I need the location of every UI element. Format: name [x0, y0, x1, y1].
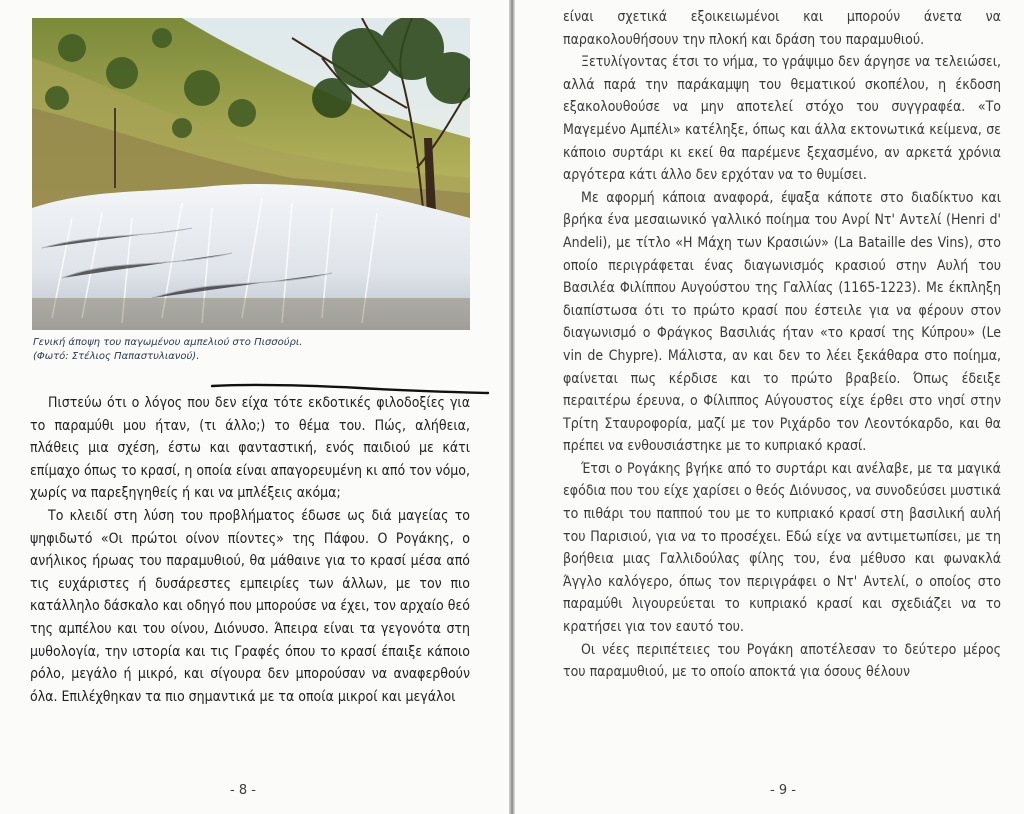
- page-number-left: - 8 -: [230, 783, 256, 798]
- left-page: [0, 0, 510, 814]
- photo-caption: [33, 336, 473, 363]
- right-page: [514, 0, 1024, 814]
- paragraph: Το κλειδί στη λύση του προβλήματος έδωσε ως διά μαγείας το ψηφιδωτό «Οι πρώτοι οίνον πίοντες» της Πάφου. Ο Ρογάκης, ο ανήλικος ήρωας του παραμυθιού, θα μάθαινε για το κρασί μέσα από τις ευχάριστες ή δυσάρεστες εμπειρίες των άλλων, με τον πιο κατάλληλο δάσκαλο και οδηγό που μπορούσε να έχει, τον αρχαίο θεό της αμπέλου και του οίνου, Διόνυσο. Άπειρα είναι τα γεγονότα στη μυθολογία, την ιστορία και τις Γραφές όπου το κρασί έπαιξε κάποιο ρόλο, μεγάλο ή μικρό, και σίγουρα δεν μπορούσαν να αναφερθούν όλα. Επιλέχθηκαν τα πιο σημαντικά με τα οποία μικροί και μεγάλοι: [30, 507, 470, 705]
- caption-line-1: Γενική άποψη του παγωμένου αμπελιού στο Πισσούρι.: [33, 337, 303, 348]
- page-number-right: - 9 -: [770, 783, 796, 798]
- left-page-body: [30, 392, 470, 708]
- paragraph-continuation: είναι σχετικά εξοικειωμένοι και μπορούν άνετα να παρακολουθήσουν την πλοκή και δράση του παραμυθιού.: [563, 9, 1001, 48]
- book-spine: [509, 0, 515, 814]
- paragraph: Πιστεύω ότι ο λόγος που δεν είχα τότε εκδοτικές φιλοδοξίες για το παραμύθι μου ήταν, (τι άλλο;) το θέμα του. Πώς, αλήθεια, πλάθεις μια σχέση, έστω και φανταστική, ενός παιδιού με κάτι επίμαχο όπως το κρασί, η οποία είναι απαγορευμένη κι από τον νόμο, χωρίς να παρεξηγηθείς ή και να μπλέξεις ακόμα;: [30, 395, 470, 502]
- vineyard-photo: [32, 18, 470, 330]
- frozen-vineyard-image: [32, 18, 470, 330]
- paragraph: Έτσι ο Ρογάκης βγήκε από το συρτάρι και ανέλαβε, με τα μαγικά εφόδια που του είχε χαρίσει ο θεός Διόνυσος, να συνοδεύσει μυστικά το πιθάρι του παππού του με το κυπριακό κρασί στη βασιλική αυλή του Παρισιού, για να το προσέχει. Εδώ είχε να αντιμετωπίσει, με τη βοήθεια μιας Γαλλιδούλας φίλης του, ένα μέθυσο και φωνακλά Άγγλο καλόγερο, όπως τον περιγράφει ο Ντ' Αντελί, ο οποίος στο παραμύθι λιγουρεύεται το κυπριακό κρασί και σχεδιάζει να το κρατήσει για τον εαυτό του.: [563, 460, 1001, 636]
- paragraph: Οι νέες περιπέτειες του Ρογάκη αποτέλεσαν το δεύτερο μέρος του παραμυθιού, με το οποίο αποκτά για όσους θέλουν: [563, 641, 1001, 681]
- paragraph: Ξετυλίγοντας έτσι το νήμα, το γράψιμο δεν άργησε να τελειώσει, αλλά παρά την παράκαμψη του θεματικού σκοπέλου, η έκδοση εξακολουθούσε να μην αποτελεί στόχο του συγγραφέα. «Το Μαγεμένο Αμπέλι» κατέληξε, όπως και άλλα εκτονωτικά κείμενα, σε κάποιο συρτάρι κι εκεί θα παρέμενε ξεχασμένο, αν αρκετά χρόνια αργότερα κάτι άλλο δεν ερχόταν να το θυμίσει.: [563, 54, 1001, 184]
- right-page-body: [563, 6, 1001, 684]
- paragraph: Με αφορμή κάποια αναφορά, έψαξα κάποτε στο διαδίκτυο και βρήκα ένα μεσαιωνικό γαλλικό ποίημα του Ανρί Ντ' Αντελί (Henri d' Andeli), με τίτλο «Η Μάχη των Κρασιών» (La Bataille des Vins), στο οποίο περιγράφεται ένας διαγωνισμός κρασιού στην Αυλή του Βασιλέα Φιλίππου Αυγούστου της Γαλλίας (1165-1223). Με έκπληξη διαπίστωσα ότι το πρώτο κρασί που έστειλε για να φέρουν στον διαγωνισμό ο Φράγκος Βασιλιάς ήταν «το κρασί της Κύπρου» (Le vin de Chypre). Μάλιστα, αν και δεν το λέει ξεκάθαρα στο ποίημα, φαίνεται πως κέρδισε και το πρώτο βραβείο. Όπως έδειξε περαιτέρω έρευνα, ο Φίλιππος Αύγουστος είχε έρθει στο νησί στην Τρίτη Σταυροφορία, μαζί με τον Ριχάρδο τον Λεοντόκαρδο, και θα πρέπει να ενθουσιάστηκε με το κυπριακό κρασί.: [563, 189, 1001, 455]
- caption-line-2: (Φωτό: Στέλιος Παπαστυλιανού).: [33, 350, 200, 362]
